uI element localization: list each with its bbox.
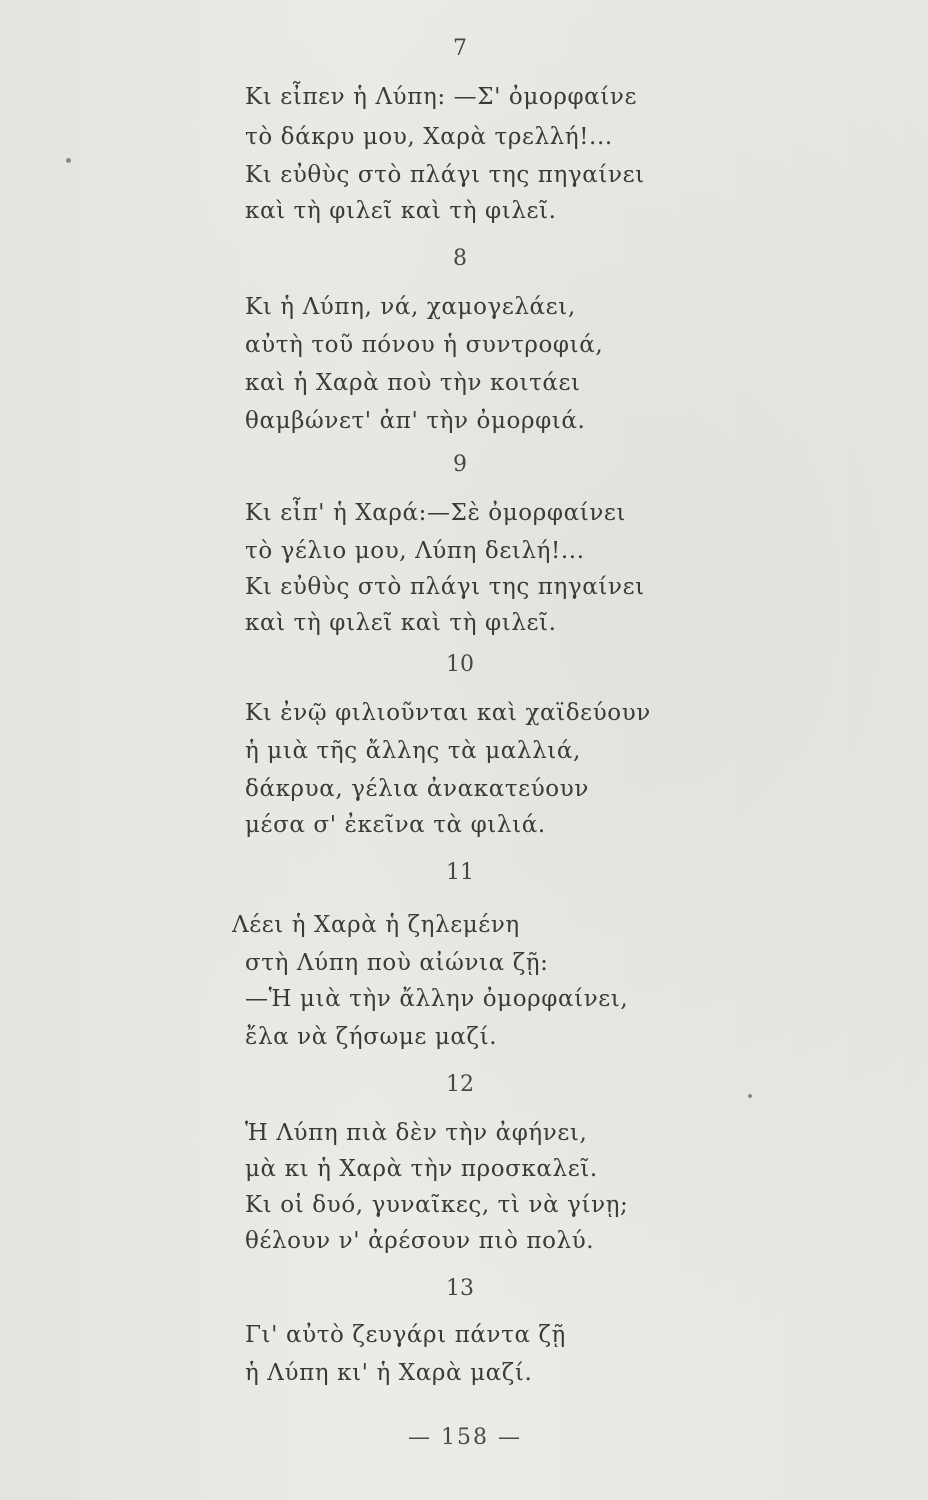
verse-line: θέλουν ν' ἀρέσουν πιὸ πολύ.	[245, 1228, 595, 1254]
verse-line: Κι εὐθὺς στὸ πλάγι της πηγαίνει	[245, 162, 645, 188]
page-number: — 158 —	[408, 1425, 522, 1450]
verse-line: Κι εὐθὺς στὸ πλάγι της πηγαίνει	[245, 574, 645, 600]
verse-line: μέσα σ' ἐκεῖνα τὰ φιλιά.	[245, 812, 546, 838]
verse-line: καὶ τὴ φιλεῖ καὶ τὴ φιλεῖ.	[245, 610, 557, 636]
verse-line: Κι εἶπεν ἡ Λύπη: —Σ' ὀμορφαίνε	[245, 84, 638, 110]
verse-line: καὶ ἡ Χαρὰ ποὺ τὴν κοιτάει	[245, 370, 581, 396]
verse-line: δάκρυα, γέλια ἀνακατεύουν	[245, 776, 589, 802]
stanza-number: 13	[446, 1276, 474, 1301]
stanza-number: 12	[446, 1072, 474, 1097]
verse-line: —Ἡ μιὰ τὴν ἄλλην ὀμορφαίνει,	[245, 986, 629, 1012]
verse-line: Κι ἡ Λύπη, νά, χαμογελάει,	[245, 294, 576, 320]
verse-line: Γι' αὐτὸ ζευγάρι πάντα ζῇ	[245, 1322, 566, 1348]
verse-line: Ἡ Λύπη πιὰ δὲν τὴν ἀφήνει,	[245, 1120, 588, 1146]
stanza-number: 7	[453, 36, 467, 61]
verse-line: καὶ τὴ φιλεῖ καὶ τὴ φιλεῖ.	[245, 198, 557, 224]
verse-line: Κι οἱ δυό, γυναῖκες, τὶ νὰ γίνῃ;	[245, 1192, 629, 1218]
verse-line: θαμβώνετ' ἀπ' τὴν ὀμορφιά.	[245, 408, 586, 434]
stanza-number: 11	[446, 860, 474, 885]
verse-line: μὰ κι ἡ Χαρὰ τὴν προσκαλεῖ.	[245, 1156, 598, 1182]
verse-line: Κι ἐνῷ φιλιοῦνται καὶ χαϊδεύουν	[245, 700, 651, 726]
verse-line: τὸ γέλιο μου, Λύπη δειλή!...	[245, 538, 585, 564]
print-speck	[748, 1094, 752, 1098]
verse-line: Λέει ἡ Χαρὰ ἡ ζηλεμένη	[232, 912, 520, 938]
verse-line: αὐτὴ τοῦ πόνου ἡ συντροφιά,	[245, 332, 604, 358]
verse-line: τὸ δάκρυ μου, Χαρὰ τρελλή!...	[245, 124, 613, 150]
verse-line: ἡ μιὰ τῆς ἄλλης τὰ μαλλιά,	[245, 738, 581, 764]
stanza-number: 8	[453, 246, 467, 271]
verse-line: Κι εἶπ' ἡ Χαρά:—Σὲ ὀμορφαίνει	[245, 500, 627, 526]
print-speck	[66, 158, 71, 163]
verse-line: ἡ Λύπη κι' ἡ Χαρὰ μαζί.	[245, 1360, 533, 1386]
stanza-number: 9	[453, 452, 467, 477]
verse-line: στὴ Λύπη ποὺ αἰώνια ζῇ:	[245, 950, 549, 976]
verse-line: ἔλα νὰ ζήσωμε μαζί.	[245, 1024, 498, 1050]
stanza-number: 10	[446, 652, 474, 677]
